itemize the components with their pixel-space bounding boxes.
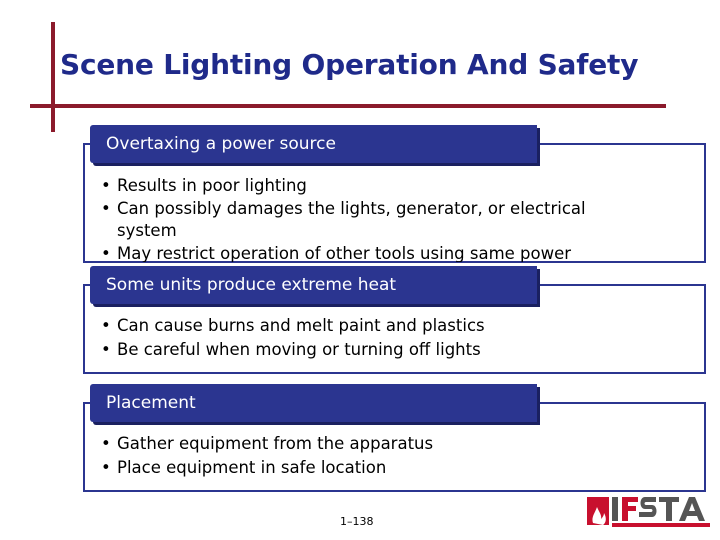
slide-title: Scene Lighting Operation And Safety xyxy=(60,48,639,81)
bullet-item: • Be careful when moving or turning off lights xyxy=(100,338,485,362)
bullet-item: • May restrict operation of other tools using same power xyxy=(100,242,637,262)
section-header-heat: Some units produce extreme heat xyxy=(90,266,537,304)
section-header-placement: Placement xyxy=(90,384,537,422)
ifsta-logo xyxy=(585,495,715,530)
bullet-item: • Results in poor lighting xyxy=(100,174,637,198)
bullet-list-placement xyxy=(100,432,433,480)
bullet-item: • Gather equipment from the apparatus xyxy=(100,432,433,456)
accent-horizontal-line xyxy=(30,104,666,108)
accent-vertical-line xyxy=(51,22,55,132)
bullet-item: • Can cause burns and melt paint and plastics xyxy=(100,314,485,338)
logo-tagline xyxy=(612,523,710,527)
page-number: 1–138 xyxy=(340,515,374,528)
section-header-power: Overtaxing a power source xyxy=(90,125,537,163)
bullet-list-heat xyxy=(100,314,485,362)
section-body-power xyxy=(96,172,696,262)
flame-icon xyxy=(587,497,609,525)
bullet-item: • Place equipment in safe location xyxy=(100,456,433,480)
bullet-item: • Can possibly damages the lights, generator, or electrical system xyxy=(100,198,637,242)
bullet-list-power xyxy=(100,174,637,262)
logo-wordmark xyxy=(612,497,705,521)
